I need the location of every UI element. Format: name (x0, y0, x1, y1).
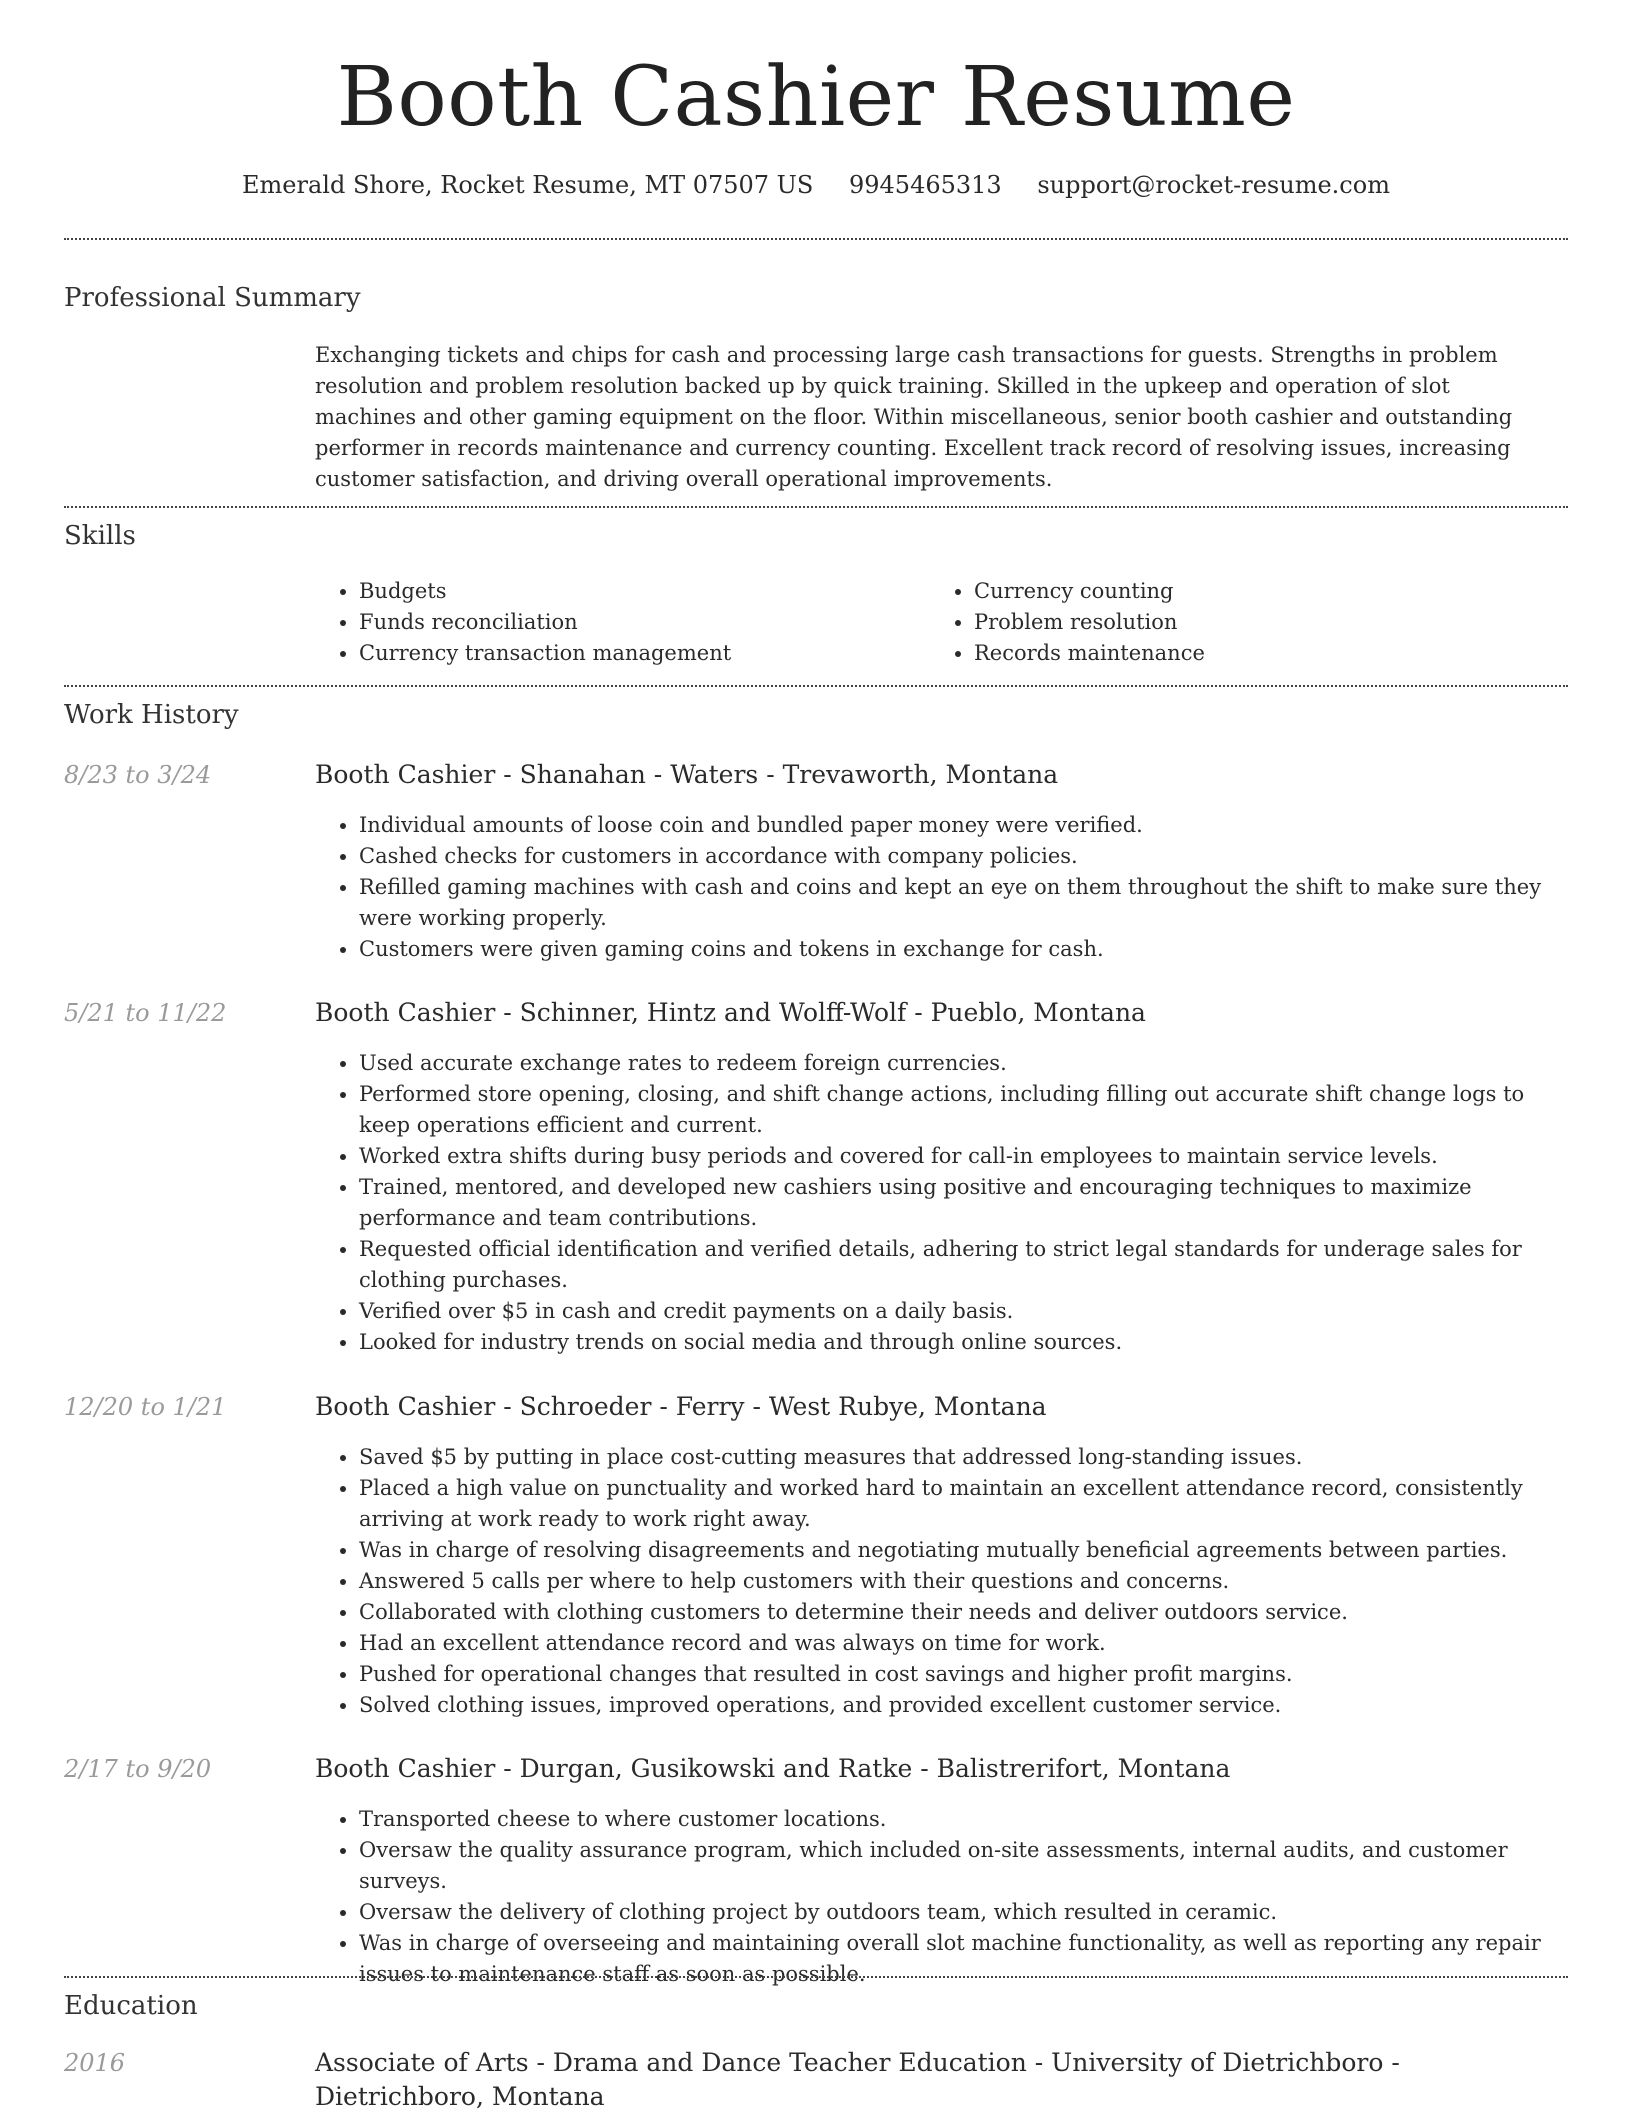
contact-email: support@rocket-resume.com (1037, 171, 1390, 199)
duty-item: • Oversaw the delivery of clothing project by outdoors team, which resulted in ceramic. (359, 1897, 1565, 1928)
education-heading: Education (64, 1991, 198, 2021)
job-title: Booth Cashier - Schinner, Hintz and Wolff-Wolf - Pueblo, Montana (315, 998, 1146, 1027)
duty-item: • Solved clothing issues, improved operations, and provided excellent customer service. (359, 1690, 1565, 1721)
education-year: 2016 (64, 2049, 126, 2077)
duty-item: • Pushed for operational changes that resulted in cost savings and higher profit margins. (359, 1659, 1565, 1690)
duty-item: • Saved $5 by putting in place cost-cutting measures that addressed long-standing issues. (359, 1442, 1565, 1473)
work-heading: Work History (64, 700, 239, 730)
contact-address: Emerald Shore, Rocket Resume, MT 07507 US (242, 171, 814, 199)
job-dates: 2/17 to 9/20 (64, 1755, 212, 1783)
duty-item: • Trained, mentored, and developed new cashiers using positive and encouraging techniques to maximize performance and team contributions. (359, 1172, 1565, 1234)
divider (64, 238, 1568, 240)
duty-item: • Collaborated with clothing customers to determine their needs and deliver outdoors service. (359, 1597, 1565, 1628)
skill-item: • Funds reconciliation (359, 607, 915, 638)
duty-item: • Was in charge of resolving disagreements and negotiating mutually beneficial agreements between parties. (359, 1535, 1565, 1566)
duty-item: • Worked extra shifts during busy periods and covered for call-in employees to maintain service levels. (359, 1141, 1565, 1172)
duty-item: • Looked for industry trends on social media and through online sources. (359, 1327, 1565, 1358)
skill-item: • Currency counting (974, 576, 1530, 607)
skill-item: • Budgets (359, 576, 915, 607)
job-dates: 12/20 to 1/21 (64, 1393, 227, 1421)
duty-item: • Placed a high value on punctuality and worked hard to maintain an excellent attendance record, consistently arriving at work ready to work right away. (359, 1473, 1565, 1535)
duty-item: • Refilled gaming machines with cash and coins and kept an eye on them throughout the shift to make sure they were working properly. (359, 872, 1565, 934)
duty-item: • Requested official identification and verified details, adhering to strict legal standards for underage sales for clothing purchases. (359, 1234, 1565, 1296)
job-dates: 8/23 to 3/24 (64, 761, 212, 789)
skills-column-left (315, 576, 915, 669)
page-title: Booth Cashier Resume (336, 50, 1296, 145)
duty-item: • Transported cheese to where customer locations. (359, 1804, 1565, 1835)
duty-item: • Verified over $5 in cash and credit payments on a daily basis. (359, 1296, 1565, 1327)
job-title: Booth Cashier - Shanahan - Waters - Trevaworth, Montana (315, 760, 1059, 789)
contact-phone: 9945465313 (848, 171, 1002, 199)
contact-line (0, 168, 1632, 202)
skill-item: • Problem resolution (974, 607, 1530, 638)
skill-item: • Currency transaction management (359, 638, 915, 669)
job-duties (315, 1442, 1565, 1721)
skills-heading: Skills (64, 521, 136, 551)
divider (64, 685, 1568, 687)
job-title: Booth Cashier - Schroeder - Ferry - West Rubye, Montana (315, 1392, 1047, 1421)
duty-item: • Had an excellent attendance record and was always on time for work. (359, 1628, 1565, 1659)
duty-item: • Used accurate exchange rates to redeem foreign currencies. (359, 1048, 1565, 1079)
summary-text: Exchanging tickets and chips for cash and processing large cash transactions for guests. Strengths in problem resolution and problem resolution backed up by quick training. Skilled in the upkeep and operation of slot machines and other gaming equipment on the floor. Within miscellaneous, senior booth cashier and outstanding performer in records maintenance and currency counting. Excellent track record of resolving issues, increasing customer satisfaction, and driving overall operational improvements. (315, 343, 1513, 491)
job-duties (315, 810, 1565, 965)
job-duties (315, 1048, 1565, 1358)
divider (64, 1976, 1568, 1978)
divider (64, 506, 1568, 508)
summary-heading: Professional Summary (64, 283, 361, 313)
education-title: Associate of Arts - Drama and Dance Teacher Education - University of Dietrichboro - Dietrichboro, Montana (315, 2048, 1400, 2111)
duty-item: • Performed store opening, closing, and shift change actions, including filling out accurate shift change logs to keep operations efficient and current. (359, 1079, 1565, 1141)
duty-item: • Oversaw the quality assurance program, which included on-site assessments, internal audits, and customer surveys. (359, 1835, 1565, 1897)
duty-item: • Customers were given gaming coins and tokens in exchange for cash. (359, 934, 1565, 965)
job-title: Booth Cashier - Durgan, Gusikowski and Ratke - Balistrerifort, Montana (315, 1754, 1231, 1783)
job-dates: 5/21 to 11/22 (64, 999, 227, 1027)
duty-item: • Was in charge of overseeing and maintaining overall slot machine functionality, as well as reporting any repair issues to maintenance staff as soon as possible. (359, 1928, 1565, 1990)
duty-item: • Individual amounts of loose coin and bundled paper money were verified. (359, 810, 1565, 841)
skills-column-right (930, 576, 1530, 669)
duty-item: • Cashed checks for customers in accordance with company policies. (359, 841, 1565, 872)
job-duties (315, 1804, 1565, 1990)
skill-item: • Records maintenance (974, 638, 1530, 669)
duty-item: • Answered 5 calls per where to help customers with their questions and concerns. (359, 1566, 1565, 1597)
